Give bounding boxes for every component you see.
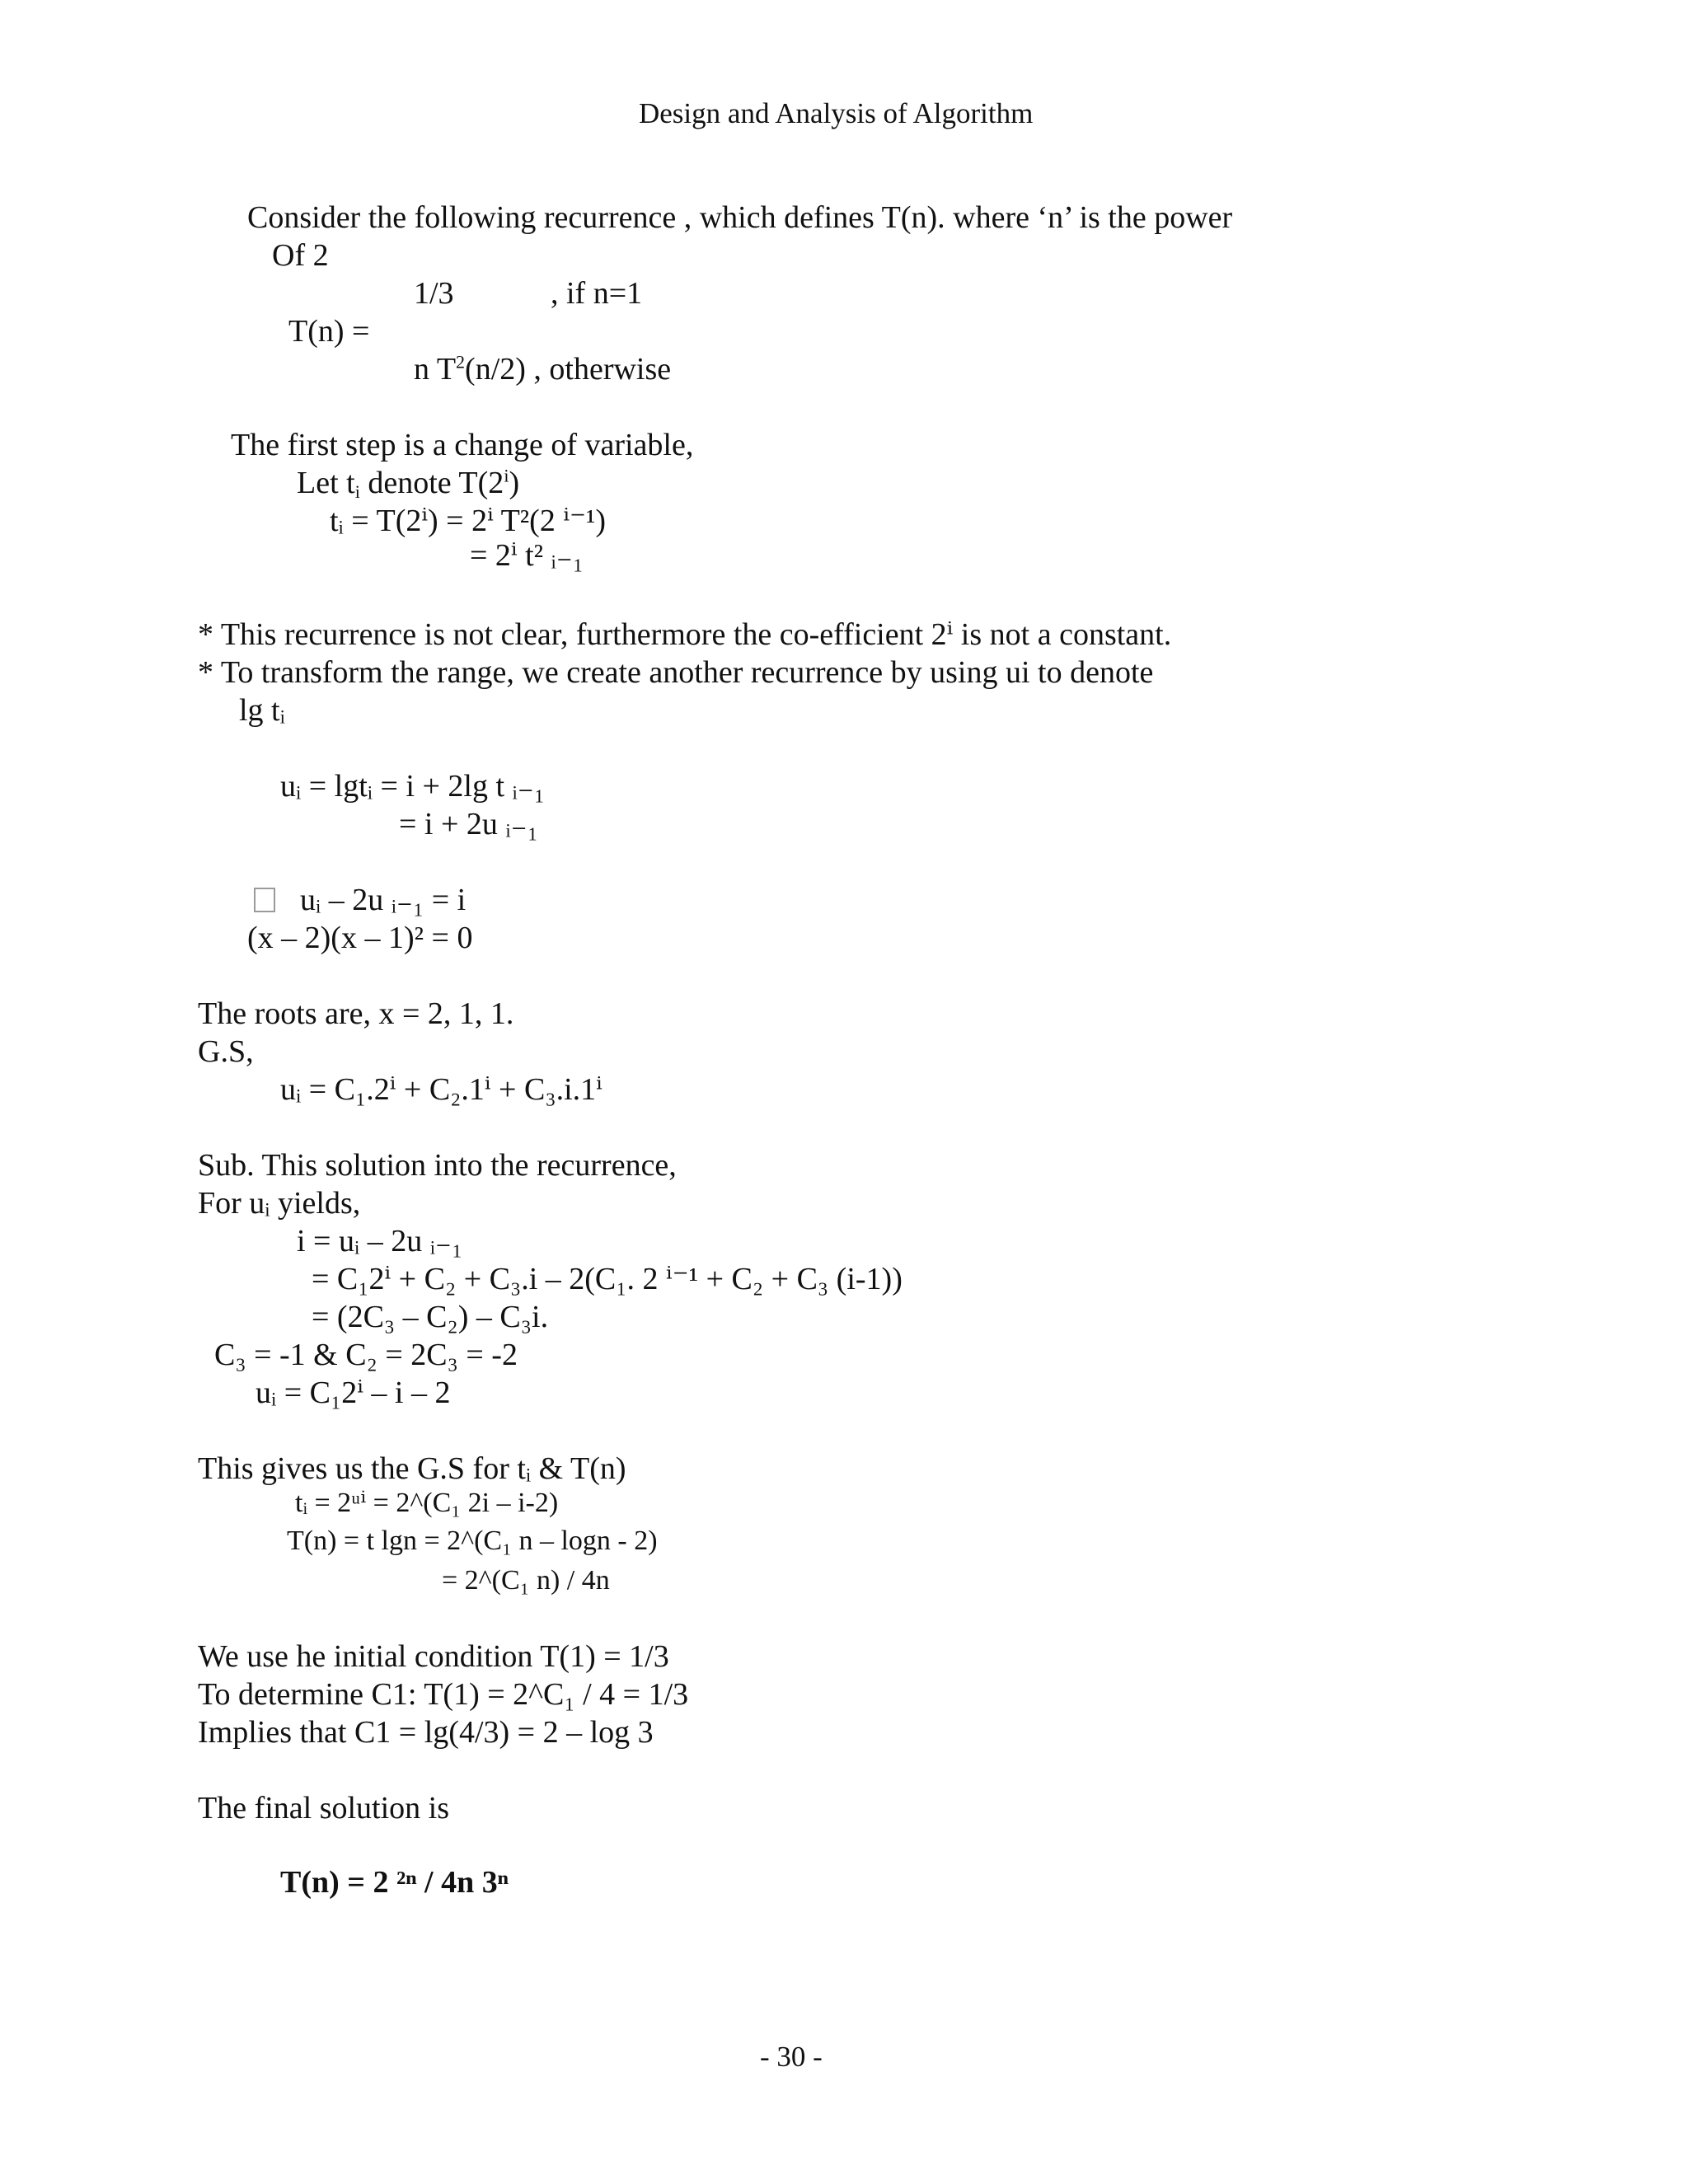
tn-simplified: = 2^(C₁ n) / 4n: [442, 1565, 610, 1596]
page-header: Design and Analysis of Algorithm: [639, 97, 1034, 129]
determine-c1-line: To determine C1: T(1) = 2^C₁ / 4 = 1/3: [198, 1677, 689, 1712]
change-of-variable-intro: The first step is a change of variable,: [231, 428, 694, 462]
u-equation-3: uᵢ – 2u ᵢ₋₁ = i: [254, 882, 466, 918]
substitution-eq-1: i = uᵢ – 2u ᵢ₋₁: [297, 1224, 463, 1258]
u-equation-1: uᵢ = lgtᵢ = i + 2lg t ᵢ₋₁: [280, 769, 546, 804]
intro-line-2: Of 2: [272, 238, 329, 273]
bullet-2-continued: lg tᵢ: [239, 693, 285, 728]
roots-line: The roots are, x = 2, 1, 1.: [198, 996, 514, 1031]
constants-equation: C₃ = -1 & C₂ = 2C₃ = -2: [214, 1338, 518, 1372]
characteristic-equation: (x – 2)(x – 1)² = 0: [247, 921, 473, 955]
u-solution: uᵢ = C₁2ⁱ – i – 2: [256, 1376, 451, 1410]
gs-label: G.S,: [198, 1034, 254, 1069]
let-statement: Let $t_i$ denote T(2$^i$): [297, 465, 520, 503]
substitution-line-1: Sub. This solution into the recurrence,: [198, 1148, 677, 1183]
gs-t-line: This gives us the G.S for tᵢ & T(n): [198, 1451, 626, 1486]
recurrence-lhs: T(n) =: [288, 314, 370, 349]
substitution-line-2: For uᵢ yields,: [198, 1186, 361, 1221]
t-equation-1: tᵢ = T(2ⁱ) = 2ⁱ T²(2 ⁱ⁻¹): [330, 504, 607, 538]
bullet-1: * This recurrence is not clear, furthermore the co-efficient 2ⁱ is not a constant.: [198, 617, 1172, 652]
case1-condition: , if n=1: [551, 276, 643, 311]
c1-value-line: Implies that C1 = lg(4/3) = 2 – log 3: [198, 1715, 654, 1750]
bullet-2: * To transform the range, we create another recurrence by using ui to denote: [198, 655, 1154, 690]
substitution-eq-2: = C₁2ⁱ + C₂ + C₃.i – 2(C₁. 2 ⁱ⁻¹ + C₂ + C₃ (i-1)): [312, 1262, 903, 1296]
t-solution: tᵢ = 2ᵘⁱ = 2^(C₁ 2i – i-2): [295, 1488, 559, 1518]
implies-symbol-icon: [254, 888, 275, 912]
initial-condition-line: We use he initial condition T(1) = 1/3: [198, 1639, 669, 1674]
page-number: - 30 -: [760, 2041, 823, 2073]
case1-value: 1/3: [414, 276, 454, 311]
final-solution-label: The final solution is: [198, 1791, 450, 1825]
intro-line-1: Consider the following recurrence , which defines T(n). where ‘n’ is the power: [247, 200, 1233, 235]
final-solution-equation: T(n) = 2 ²ⁿ / 4n 3ⁿ: [280, 1865, 509, 1900]
case2-expression: n $T^2(n/2)$ , otherwise: [414, 351, 672, 387]
tn-solution: T(n) = t lgn = 2^(C₁ n – logn - 2): [287, 1526, 658, 1556]
u-equation-2: = i + 2u ᵢ₋₁: [399, 807, 538, 841]
t-equation-2: = 2ⁱ t² ᵢ₋₁: [470, 538, 584, 573]
general-solution-equation: uᵢ = C₁.2ⁱ + C₂.1ⁱ + C₃.i.1ⁱ: [280, 1072, 603, 1107]
substitution-eq-3: = (2C₃ – C₂) – C₃i.: [312, 1300, 549, 1334]
